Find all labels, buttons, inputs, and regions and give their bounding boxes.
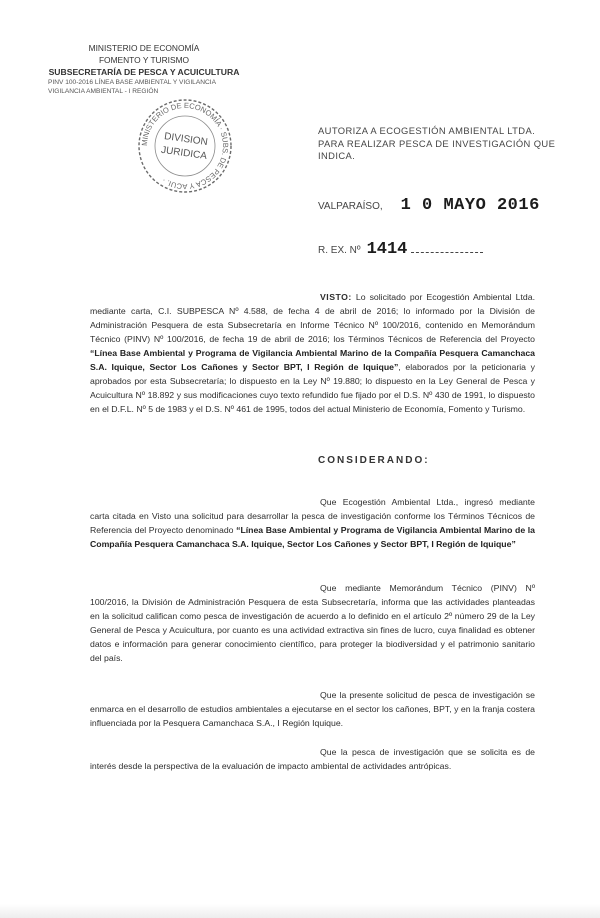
svg-text:MINISTERIO DE ECONOMÍA · SUBS. bbox=[140, 101, 230, 191]
considerando-1 bbox=[90, 495, 535, 551]
considerando-4-text: Que la pesca de investigación que se solicita es de interés desde la perspectiva de la evaluación de impacto ambiental de actividades antrópicas. bbox=[90, 747, 535, 771]
ministry-name: MINISTERIO DE ECONOMÍA bbox=[88, 43, 200, 53]
rex-underline bbox=[411, 251, 483, 253]
visto-paragraph bbox=[90, 290, 535, 416]
considerando-3 bbox=[90, 688, 535, 730]
stamp-ring-text: MINISTERIO DE ECONOMÍA · SUBS. DE PESCA Y ACUI. · bbox=[139, 100, 231, 192]
place-label: VALPARAÍSO, bbox=[318, 201, 383, 212]
subsecretaria-name: SUBSECRETARÍA DE PESCA Y ACUICULTURA bbox=[48, 67, 240, 77]
scan-edge-shadow bbox=[0, 904, 600, 918]
reference-line-2: VIGILANCIA AMBIENTAL - I REGIÓN bbox=[48, 88, 159, 95]
place-date bbox=[318, 196, 540, 215]
stamp-center-line-2: JURIDICA bbox=[160, 144, 208, 163]
visto-text-1: Lo solicitado por Ecogestión Ambiental Ltda. mediante carta, C.I. SUBPESCA Nº 4.588, de fecha 4 de abril de 2016; lo informado por la División de Administración Pesquera de esta Subsecretaría en Informe Técnico Nº 100/2016, contenido en Memorándum Técnico (PINV) Nº 100/2016, de fecha 19 de abril de 2016; los Términos Técnicos de Referencia del Proyecto bbox=[90, 292, 535, 344]
considerando-4 bbox=[90, 745, 535, 773]
letterhead bbox=[44, 42, 244, 96]
resolution-number bbox=[318, 240, 483, 259]
rex-number: 1414 bbox=[366, 240, 408, 259]
visto-label: VISTO: bbox=[320, 292, 352, 302]
resolution-summary: AUTORIZA A ECOGESTIÓN AMBIENTAL LTDA. PARA REALIZAR PESCA DE INVESTIGACIÓN QUE INDICA. bbox=[318, 125, 556, 161]
rex-label: R. EX. Nº bbox=[318, 245, 361, 256]
ministry-fomento: FOMENTO Y TURISMO bbox=[98, 55, 190, 65]
stamp-center-line-1: DIVISION bbox=[163, 131, 209, 149]
visto-text-2: , elaborados por la peticionaria y aprobados por esta Subsecretaría; lo dispuesto en la Ley Nº 19.880; lo dispuesto en la Ley General de Pesca y Acuicultura Nº 18.892 y sus modificaciones cuyo texto refundido fue fijado por el D.S. Nº 430 de 1991, lo dispuesto en el D.F.L. Nº 5 de 1983 y el D.S. Nº 461 de 1995, todos del actual Ministerio de Economía, Fomento y Turismo. bbox=[90, 362, 535, 414]
resolution-date: 1 0 MAYO 2016 bbox=[400, 196, 540, 215]
division-juridica-stamp bbox=[135, 96, 235, 196]
considerando-1-project-title: “Línea Base Ambiental y Programa de Vigilancia Ambiental Marino de la Compañía Pesquera Camanchaca S.A. Iquique, Sector Los Cañones y Sector BPT, I Región de Iquique” bbox=[90, 525, 535, 549]
considerando-3-text: Que la presente solicitud de pesca de investigación se enmarca en el desarrollo de estudios ambientales a ejecutarse en el sector los cañones, BPT, y en la franja costera influenciada por la Pesquera Camanchaca S.A., I Región Iquique. bbox=[90, 690, 535, 728]
considerando-heading: CONSIDERANDO: bbox=[318, 455, 430, 466]
considerando-1-text: Que Ecogestión Ambiental Ltda., ingresó mediante carta citada en Visto una solicitud para desarrollar la pesca de investigación conforme los Términos Técnicos de Referencia del Proyecto denominado bbox=[90, 497, 535, 535]
reference-line-1: PINV 100-2016 LÍNEA BASE AMBIENTAL Y VIGILANCIA bbox=[48, 79, 216, 86]
considerando-2 bbox=[90, 581, 535, 665]
visto-project-title: “Línea Base Ambiental y Programa de Vigilancia Ambiental Marino de la Compañía Pesquera Camanchaca S.A. Iquique, Sector Los Cañones y Sector BPT, I Región de Iquique” bbox=[90, 348, 535, 372]
considerando-2-text: Que mediante Memorándum Técnico (PINV) Nº 100/2016, la División de Administración Pesquera de esta Subsecretaría, informa que las actividades planteadas en la solicitud califican como pesca de investigación de acuerdo a lo definido en el artículo 2º número 29 de la Ley General de Pesca y Acuicultura, por cuanto es una actividad extractiva sin fines de lucro, cuya finalidad es obtener datos e información para generar conocimiento científico, para proteger la biodiversidad y el patrimonio sanitario del país. bbox=[90, 583, 535, 663]
